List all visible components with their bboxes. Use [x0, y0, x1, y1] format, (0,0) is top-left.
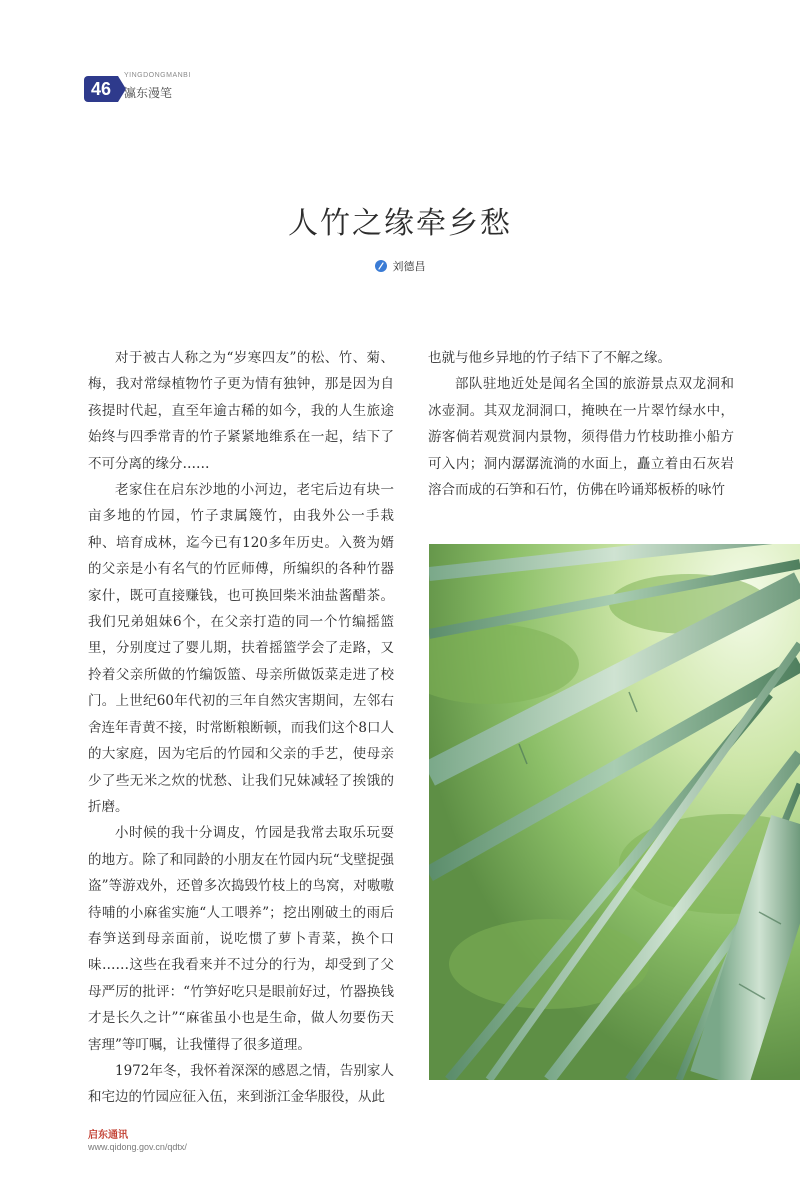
page-footer: [88, 1126, 187, 1152]
body-column-right: [428, 345, 734, 503]
paragraph: 对于被古人称之为“岁寒四友”的松、竹、菊、梅，我对常绿植物竹子更为情有独钟，那是因为自孩提时代起，直至年逾古稀的如今，我的人生旅途始终与四季常青的竹子紧紧地维系在一起，结下了不可分离的缘分……: [88, 350, 394, 472]
footer-brand: 启东通讯: [88, 1130, 128, 1141]
page-number: 46: [84, 76, 118, 102]
article-title: 人竹之缘牵乡愁: [288, 206, 512, 241]
author-name: 刘德昌: [392, 260, 426, 273]
pen-icon: [375, 260, 387, 272]
paragraph: 老家住在启东沙地的小河边，老宅后边有块一亩多地的竹园，竹子隶属篾竹，由我外公一手栽种、培育成林，迄今已有120多年历史。入赘为婿的父亲是小有名气的竹匠师傅，所编织的各种竹器家什，既可直接赚钱，也可换回柴米油盐酱醋茶。我们兄弟姐妹6个，在父亲打造的同一个竹编摇篮里，分别度过了婴儿期，扶着摇篮学会了走路，又拎着父亲所做的竹编饭篮、母亲所做饭菜走进了校门。上世纪60年代初的三年自然灾害期间，左邻右舍连年青黄不接，时常断粮断顿，而我们这个8口人的大家庭，因为宅后的竹园和父亲的手艺，使母亲少了些无米之炊的忧愁、让我们兄妹减轻了挨饿的折磨。: [88, 482, 394, 815]
body-column-left: [88, 345, 394, 1111]
column-name-en: YINGDONGMANBI: [124, 72, 191, 79]
bamboo-forest-photo: [429, 544, 800, 1080]
paragraph: 1972年冬，我怀着深深的感恩之情，告别家人和宅边的竹园应征入伍，来到浙江金华服役，从此: [88, 1062, 394, 1106]
footer-url: www.qidong.gov.cn/qdtx/: [88, 1142, 187, 1152]
author-line: [0, 258, 800, 274]
paragraph: 小时候的我十分调皮，竹园是我常去取乐玩耍的地方。除了和同龄的小朋友在竹园内玩“戈壁捉强盗”等游戏外，还曾多次捣毁竹枝上的鸟窝，对嗷嗷待哺的小麻雀实施“人工喂养”；挖出刚破土的雨后春笋送到母亲面前，说吃惯了萝卜青菜，换个口味……这些在我看来并不过分的行为，却受到了父母严厉的批评：“竹笋好吃只是眼前好过，竹器换钱才是长久之计”“麻雀虽小也是生命，做人勿要伤天害理”等叮嘱，让我懂得了很多道理。: [88, 825, 394, 1053]
paragraph: 部队驻地近处是闻名全国的旅游景点双龙洞和冰壶洞。其双龙洞洞口，掩映在一片翠竹绿水中，游客倘若观赏洞内景物，须得借力竹枝助推小船方可入内；洞内潺潺流淌的水面上，矗立着由石灰岩溶合而成的石笋和石竹，仿佛在吟诵郑板桥的咏竹: [428, 376, 734, 499]
paragraph: 也就与他乡异地的竹子结下了不解之缘。: [428, 350, 671, 366]
column-name-cn: 瀛东漫笔: [124, 86, 173, 100]
